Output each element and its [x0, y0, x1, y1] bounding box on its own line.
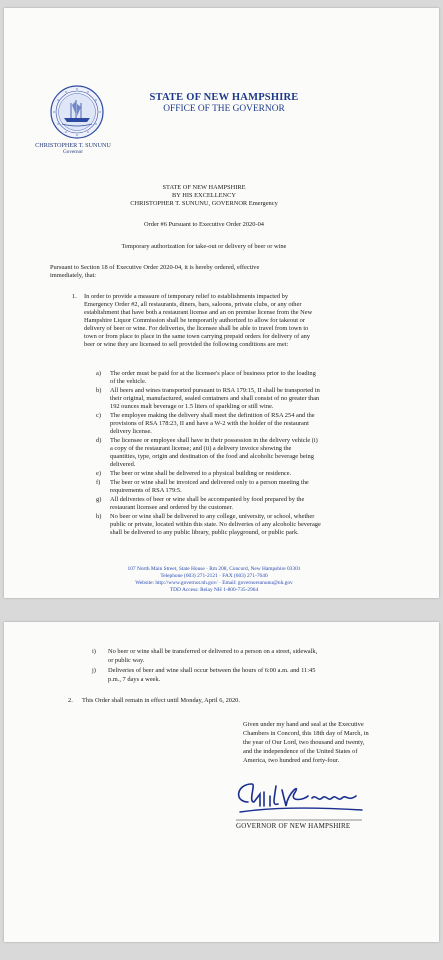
condition-label: i) — [92, 648, 96, 655]
condition-label: a) — [96, 370, 101, 377]
governor-title: Governor — [63, 149, 83, 155]
condition-line: The order must be paid for at the licensee's place of business prior to the loading — [110, 370, 316, 377]
condition-label: h) — [96, 513, 102, 520]
condition-label: d) — [96, 437, 102, 444]
footer-address: 107 North Main Street, State House · Rm 208, Concord, New Hampshire 03301 — [127, 566, 301, 572]
condition-line: All deliveries of beer or wine shall be accompanied by food prepared by the — [110, 496, 305, 503]
condition-line: quantities, type, origin and destination of the food and alcoholic beverage being — [110, 453, 314, 460]
condition-line: No beer or wine shall be delivered to any college, university, or school, whether — [110, 513, 315, 520]
condition-line: delivered. — [110, 461, 136, 468]
condition-line: public or private, located within this state. No deliveries of any alcoholic beverage — [110, 521, 321, 528]
item-1-line: Hampshire Liquor Commission shall be temporarily authorized to allow for takeout or — [84, 317, 305, 324]
order-title: Order #6 Pursuant to Executive Order 2020-04 — [144, 221, 264, 228]
condition-label: e) — [96, 470, 101, 477]
condition-line: The beer or wine shall be invoiced and delivered only to a person meeting the — [110, 479, 309, 486]
footer-web: Website: http://www.governor.nh.gov/ · Email: governorsununu@nh.gov — [135, 580, 293, 586]
condition-line: shall be delivered to any public library, public playground, or public park. — [110, 529, 299, 536]
item-1-line: delivery of beer or wine. For deliveries, the licensee shall be able to travel from town to — [84, 325, 309, 332]
given-line: Chambers in Concord, this 18th day of March, in — [243, 730, 369, 737]
governor-name: CHRISTOPHER T. SUNUNU — [35, 142, 111, 149]
condition-label: j) — [92, 667, 96, 674]
item-1-line: establishment that have both a restaurant license and an on premise license from the New — [84, 309, 313, 316]
condition-line: The licensee or employee shall have in their possession in the delivery vehicle (i) — [110, 437, 318, 444]
condition-line: All beers and wines transported pursuant to RSA 179:15, II shall be transported in — [110, 387, 320, 394]
item-1-line: town or from place to place in the same town carrying prepaid orders for delivery of any — [84, 333, 311, 340]
condition-line: or public way. — [108, 657, 145, 664]
order-subject: Temporary authorization for take-out or delivery of beer or wine — [121, 243, 287, 250]
given-line: the year of Our Lord, two thousand and twenty, — [243, 739, 365, 746]
condition-label: b) — [96, 387, 102, 394]
condition-label: g) — [96, 496, 102, 503]
footer-phone: Telephone (603) 271-2121 · FAX (603) 271-7640 — [160, 573, 268, 579]
condition-line: delivery license. — [110, 428, 152, 435]
condition-line: 192 ounces malt beverage or 1.5 liters of sparkling or still wine. — [110, 403, 274, 410]
letterhead-state: STATE OF NEW HAMPSHIRE — [149, 92, 299, 103]
condition-line: provisions of RSA 178:23, II and have a W-2 with the holder of the restaurant — [110, 420, 309, 427]
letterhead-office: OFFICE OF THE GOVERNOR — [163, 104, 285, 114]
heading-line-1: STATE OF NEW HAMPSHIRE — [162, 184, 246, 191]
given-line: Given under my hand and seal at the Executive — [243, 721, 364, 728]
item-2-text: This Order shall remain in effect until Monday, April 6, 2020. — [82, 697, 240, 704]
condition-line: The beer or wine shall be delivered to a physical building or residence. — [110, 470, 292, 477]
condition-line: No beer or wine shall be transferred or delivered to a person on a street, sidewalk, — [108, 648, 318, 655]
heading-line-2: BY HIS EXCELLENCY — [171, 192, 237, 199]
condition-line: a copy of the restaurant license; and (ii) a delivery invoice showing the — [110, 445, 292, 452]
condition-line: The employee making the delivery shall meet the definition of RSA 254 and the — [110, 412, 315, 419]
item-1-line: beer or wine they are licensed to sell provided the following conditions are met: — [84, 341, 289, 348]
document-page-2 — [4, 622, 439, 942]
given-line: America, two hundred and forty-four. — [243, 757, 340, 764]
state-seal-icon — [50, 85, 104, 139]
condition-label: f) — [96, 479, 101, 486]
condition-line: Deliveries of beer and wine shall occur between the hours of 6:00 a.m. and 11:45 — [108, 667, 316, 674]
preamble-line-1: Pursuant to Section 18 of Executive Order 2020-04, it is hereby ordered, effective — [50, 264, 260, 271]
given-line: and the independence of the United States of — [243, 748, 358, 755]
item-1-line: In order to provide a measure of temporary relief to establishments impacted by — [84, 293, 289, 300]
item-2-label: 2. — [68, 697, 73, 704]
document-page-1 — [4, 8, 439, 598]
condition-line: restaurant licensee and ordered by the customer. — [110, 504, 233, 511]
signature-title: GOVERNOR OF NEW HAMPSHIRE — [236, 822, 351, 830]
condition-line: requirements of RSA 179:5. — [110, 487, 182, 494]
preamble-line-2: immediately, that: — [50, 272, 97, 279]
item-1-line: Emergency Order #2, all restaurants, diners, bars, saloons, private clubs, or any other — [84, 301, 302, 308]
heading-line-3: CHRISTOPHER T. SUNUNU, GOVERNOR Emergency — [130, 200, 278, 207]
condition-line: of the vehicle. — [110, 378, 147, 385]
item-1-label: 1. — [72, 293, 77, 300]
footer-tdd: TDD Access: Relay NH 1-800-735-2964 — [169, 587, 259, 593]
condition-line: their original, manufactured, sealed containers and shall consist of no greater than — [110, 395, 320, 402]
condition-line: p.m., 7 days a week. — [108, 676, 161, 683]
condition-label: c) — [96, 412, 101, 419]
